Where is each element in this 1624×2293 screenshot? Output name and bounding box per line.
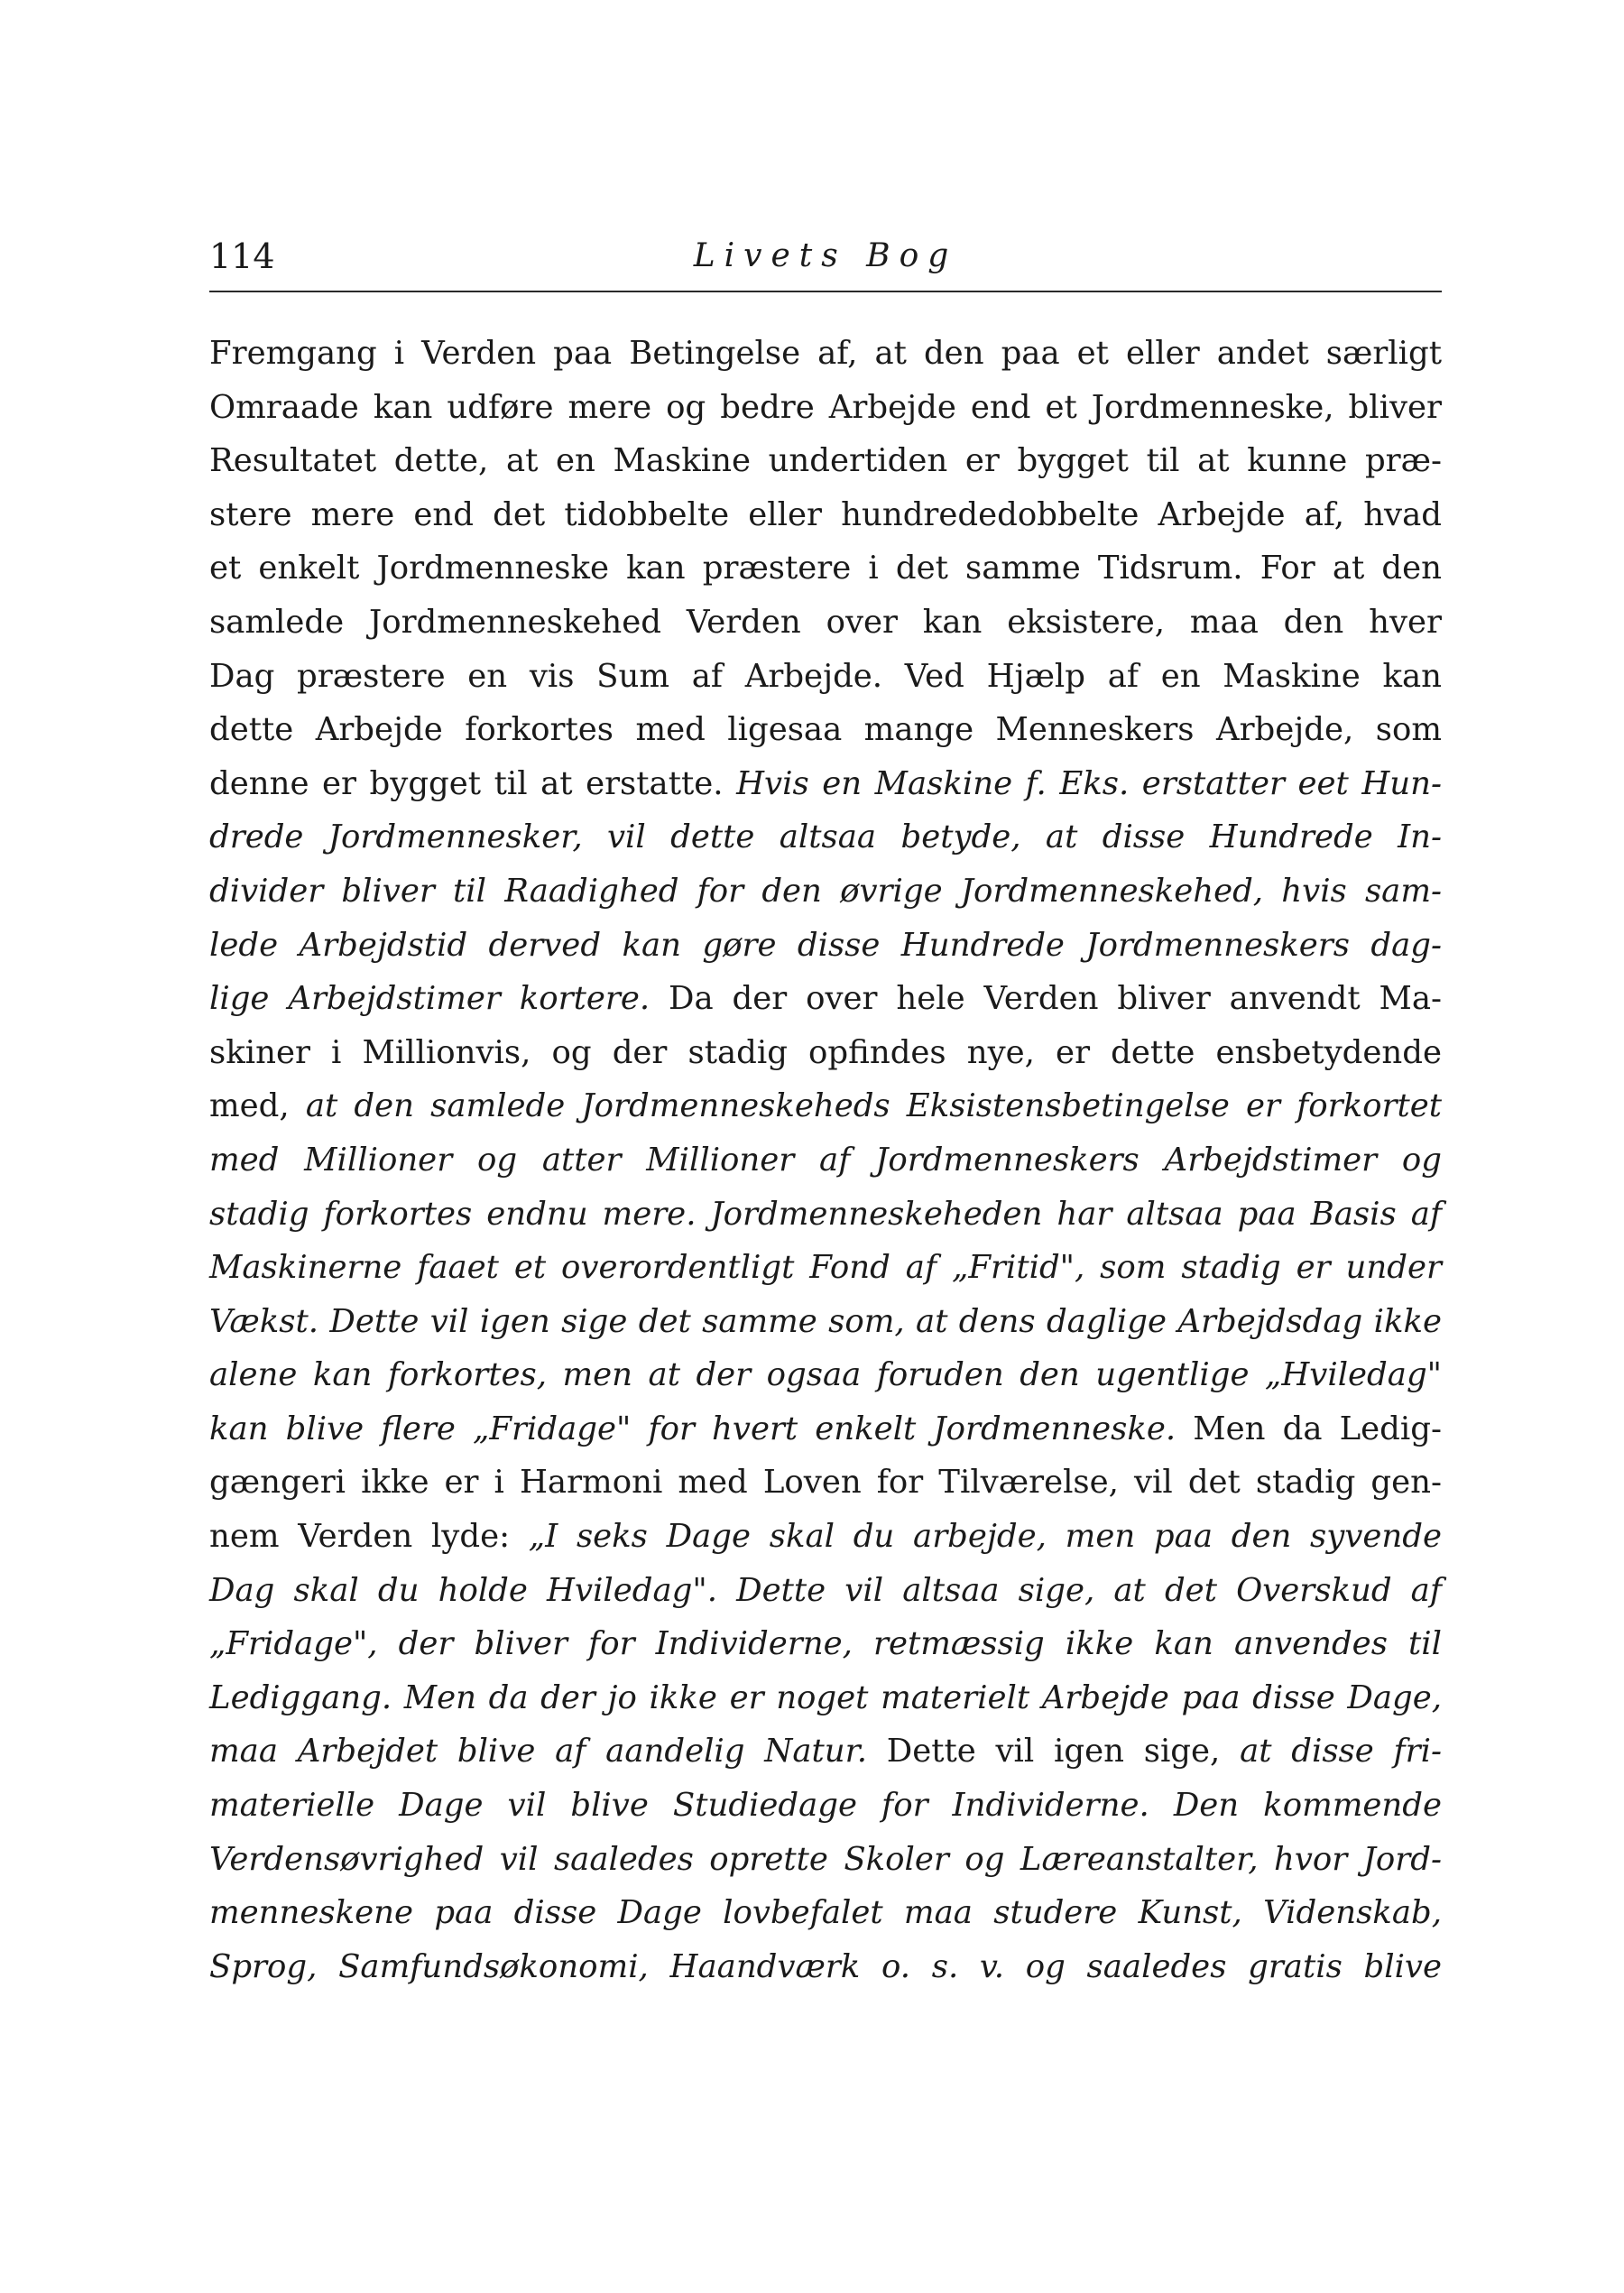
italic-text-run: „Fridage", der bliver for Individerne, retmæssig ikke kan anvendes til [209,1625,1442,1663]
italic-text-run: kan blive flere „Fridage" for hvert enkelt Jordmenneske. [209,1410,1176,1447]
text-run: Da der over hele Verden bliver anvendt Ma- [650,980,1442,1018]
text-line [209,703,1442,757]
italic-text-run: stadig forkortes endnu mere. Jordmenneskeheden har altsaa paa Basis af [209,1195,1442,1233]
text-line [209,596,1442,650]
text-run: Men da Ledig- [1176,1410,1442,1447]
italic-text-run: maa Arbejdet blive af aandelig Natur. [209,1733,867,1771]
text-line [209,1133,1442,1188]
text-line [209,1026,1442,1080]
text-run: Omraade kan udføre mere og bedre Arbejde end et Jordmenneske, bliver [209,388,1442,426]
text-line [209,1295,1442,1349]
body-text [209,327,1442,1993]
italic-text-run: at disse fri- [1240,1733,1442,1771]
text-run: med, [209,1087,306,1125]
text-line [209,1510,1442,1564]
italic-text-run: at den samlede Jordmenneskeheds Eksistensbetingelse er forkortet [305,1087,1443,1125]
text-line [209,381,1442,435]
text-line [209,1079,1442,1133]
text-run: samlede Jordmenneskehed Verden over kan eksistere, maa den hver [209,603,1442,641]
italic-text-run: Maskinerne faaet et overordentligt Fond af „Fritid", som stadig er under [209,1249,1442,1287]
italic-text-run: materielle Dage vil blive Studiedage for Individerne. Den kommende [209,1787,1442,1825]
text-line [209,1779,1442,1833]
text-run: dette Arbejde forkortes med ligesaa mange Menneskers Arbejde, som [209,711,1442,749]
text-line [209,1402,1442,1456]
text-line [209,1348,1442,1402]
text-line [209,1564,1442,1618]
italic-text-run: lige Arbejdstimer kortere. [209,980,651,1018]
italic-text-run: Hvis en Maskine f. Eks. erstatter eet Hun- [736,764,1442,802]
text-line [209,1833,1442,1887]
text-line [209,488,1442,542]
text-run: nem Verden lyde: [209,1518,529,1556]
text-line [209,810,1442,864]
text-run: denne er bygget til at erstatte. [209,764,737,802]
text-line [209,919,1442,973]
text-line [209,1456,1442,1510]
italic-text-run: „I seks Dage skal du arbejde, men paa den syvende [528,1518,1442,1556]
text-line [209,864,1442,919]
page-number: 114 [209,236,275,276]
text-line [209,434,1442,488]
italic-text-run: Sprog, Samfundsøkonomi, Haandværk o. s. v. og saaledes gratis blive [209,1947,1442,1985]
running-head [209,227,1442,292]
italic-text-run: Vækst. Dette vil igen sige det samme som, at dens daglige Arbejdsdag ikke [209,1302,1442,1340]
running-title: Livets Bog [693,237,958,274]
text-run: et enkelt Jordmenneske kan præstere i det samme Tidsrum. For at den [209,550,1442,587]
text-run: Dag præstere en vis Sum af Arbejde. Ved Hjælp af en Maskine kan [209,657,1442,695]
text-line [209,972,1442,1026]
text-line [209,757,1442,811]
text-line [209,1671,1442,1725]
text-line [209,1724,1442,1779]
italic-text-run: lede Arbejdstid derved kan gøre disse Hundrede Jordmenneskers dag- [209,926,1442,964]
text-run: stere mere end det tidobbelte eller hundrededobbelte Arbejde af, hvad [209,495,1442,533]
text-line [209,541,1442,596]
italic-text-run: Lediggang. Men da der jo ikke er noget materielt Arbejde paa disse Dage, [209,1678,1442,1716]
text-line [209,1886,1442,1940]
text-run: Fremgang i Verden paa Betingelse af, at den paa et eller andet særligt [209,335,1442,372]
text-run: skiner i Millionvis, og der stadig opfindes nye, er dette ensbetydende [209,1033,1442,1071]
text-line [209,1241,1442,1295]
italic-text-run: Dag skal du holde Hviledag". Dette vil altsaa sige, at det Overskud af [209,1571,1442,1609]
text-line [209,650,1442,704]
italic-text-run: drede Jordmennesker, vil dette altsaa betyde, at disse Hundrede In- [209,818,1442,856]
text-run: gængeri ikke er i Harmoni med Loven for Tilværelse, vil det stadig gen- [209,1464,1442,1502]
italic-text-run: Verdensøvrighed vil saaledes oprette Skoler og Læreanstalter, hvor Jord- [209,1840,1442,1878]
text-run: Resultatet dette, at en Maskine undertiden er bygget til at kunne præ- [209,442,1442,480]
italic-text-run: med Millioner og atter Millioner af Jordmenneskers Arbejdstimer og [209,1141,1442,1179]
italic-text-run: alene kan forkortes, men at der ogsaa foruden den ugentlige „Hviledag" [209,1356,1442,1394]
text-line [209,327,1442,381]
italic-text-run: menneskene paa disse Dage lovbefalet maa studere Kunst, Videnskab, [209,1894,1442,1932]
text-line [209,1940,1442,1994]
italic-text-run: divider bliver til Raadighed for den øvrige Jordmenneskehed, hvis sam- [209,872,1442,910]
text-run: Dette vil igen sige, [866,1733,1241,1771]
text-line [209,1188,1442,1242]
text-line [209,1617,1442,1671]
